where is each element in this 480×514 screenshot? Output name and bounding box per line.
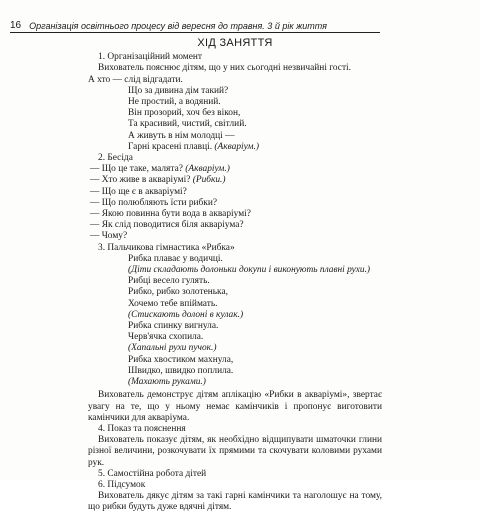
item-4-paragraph: Вихователь показує дітям, як необхідно відщипувати шматочки глини різної величини, розкочувати їх прямими та скочувати коловими рухами рук. [88,435,382,468]
item-3-paragraph: Вихователь демонструє дітям аплікацію «Рибки в акваріумі», звертає увагу на те, що у ньому немає камінчиків і пропонує виготовити камінчики для акваріума. [88,390,382,423]
question-line [90,164,382,175]
poem-line: Та красивий, чистий, світлий. [128,119,247,130]
verse-instruction: (Стискають долоні в кулак.) [128,309,244,320]
section-title: ХІД ЗАНЯТТЯ [197,37,273,49]
question-text: — Що ще є в акваріумі? [90,186,187,197]
poem-line: А живуть в нім молодці — [128,130,235,141]
header-rule [10,32,380,33]
verse-line: Рибка плаває у водичці. [128,253,223,264]
question-text: — Хто живе в акваріумі? [90,175,191,186]
item-6-heading: 6. Підсумок [98,479,146,490]
page-number: 16 [10,20,22,31]
question-line [90,175,382,186]
item-5-heading: 5. Самостійна робота дітей [98,468,207,479]
verse-line: Рибка спинку вигнула. [128,321,219,332]
poem-line-last [128,142,382,153]
riddle-poem [128,86,382,153]
question-text: — Чому? [90,231,128,242]
question-text: — Що полюбляють їсти рибки? [90,197,218,208]
item-1-heading: 1. Організаційний момент [98,52,203,63]
verse-line: Хочемо тебе впіймать. [128,298,218,309]
running-head: Організація освітнього процесу від вересня до травня. 3 й рік життя [29,21,327,31]
verse-instruction: (Махають руками.) [128,377,206,388]
page-content [88,36,382,514]
verse-instruction: (Діти складають долоньки докупи і виконують плавні рухи.) [128,265,371,276]
poem-line-text: Гарні красені плавці. [128,141,213,152]
item-6-paragraph: Вихователь дякує дітям за такі гарні камінчики та наголошує на тому, що рибки будуть дуже вдячні дітям. [88,491,382,513]
item-1-paragraph: Вихователь пояснює дітям, що у них сьогодні незвичайні гості. [98,63,352,74]
question-line [90,209,382,220]
question-line [90,231,382,242]
answer-text: (Акваріум.) [182,164,230,175]
poem-line: Він прозорий, хоч без вікон, [128,108,241,119]
verse-line: Рибко, рибко золотенька, [128,287,228,298]
riddle-answer: (Акваріум.) [214,141,260,152]
finger-gymnastics-verse [128,254,382,388]
poem-line: Не простий, а водяний. [128,97,221,108]
item-1-paragraph-cont: А хто — слід відгадати. [88,74,183,85]
item-4-heading: 4. Показ та пояснення [98,423,186,434]
question-text: — Як слід поводитися біля акваріума? [90,220,244,231]
item-2-heading: 2. Бесіда [98,153,133,164]
question-text: — Якою повинна бути вода в акваріумі? [90,209,251,220]
verse-line: Рибці весело гулять. [128,276,210,287]
page-header [10,17,380,31]
question-line [90,220,382,231]
answer-text: (Рибки.) [190,175,226,186]
conversation-list [90,164,382,242]
verse-instruction: (Хапальні рухи пучок.) [128,343,217,354]
question-line [90,198,382,209]
question-line [90,187,382,198]
verse-line: Швидко, швидко поплила. [128,365,234,376]
item-3-heading: 3. Пальчикова гімнастика «Рибка» [98,242,235,253]
poem-line: Що за дивина дім такий? [128,85,229,96]
verse-line: Черв'ячка схопила. [128,332,204,343]
verse-line: Рибка хвостиком махнула, [128,354,234,365]
question-text: — Що це таке, малята? [90,164,183,175]
